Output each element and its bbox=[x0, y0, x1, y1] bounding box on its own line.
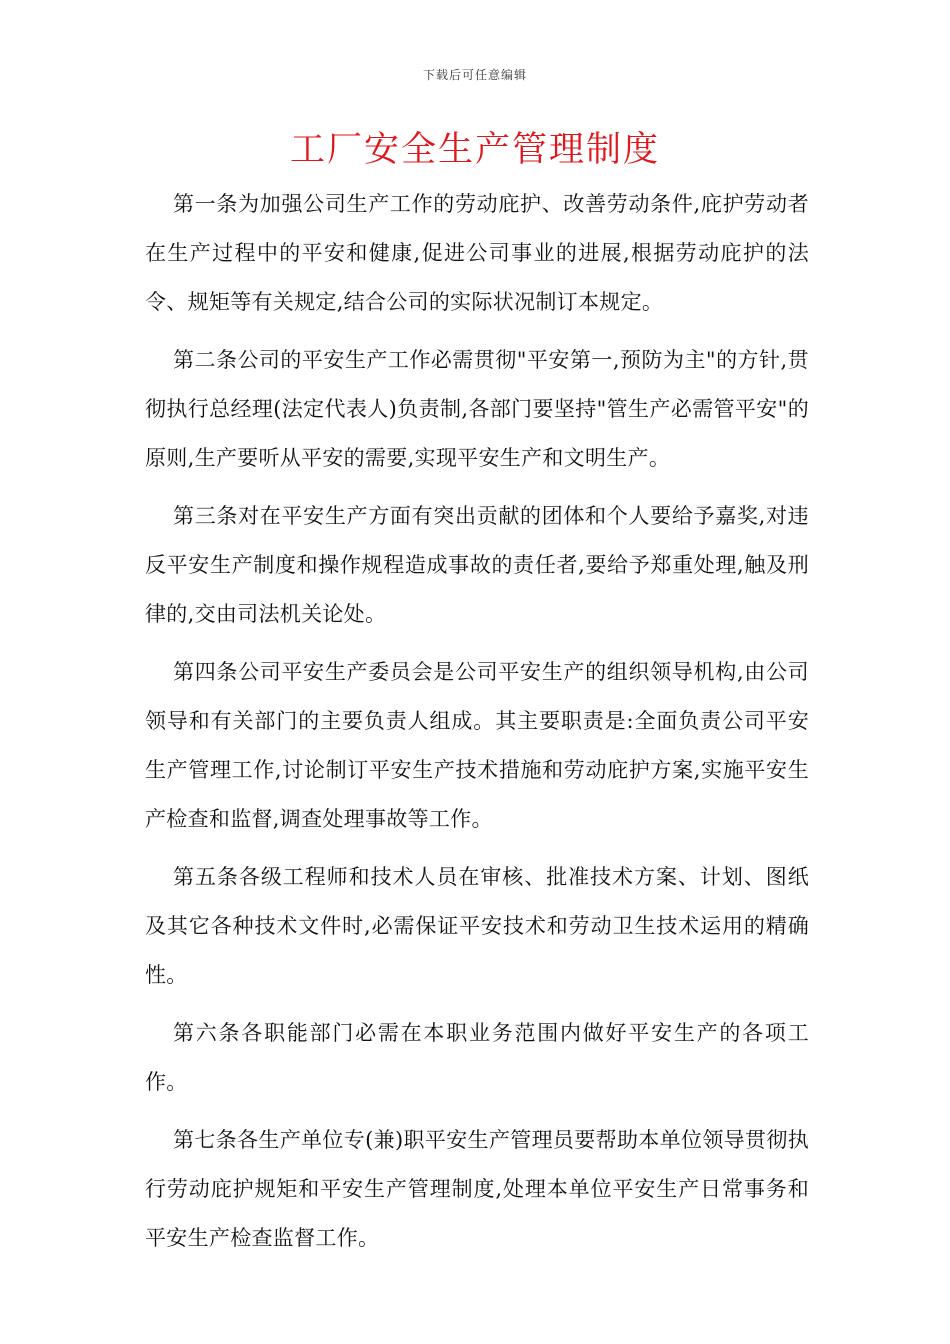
article-6: 第六条各职能部门必需在本职业务范围内做好平安生产的各项工作。 bbox=[145, 1021, 809, 1094]
header-note: 下载后可任意编辑 bbox=[422, 68, 527, 82]
article-5: 第五条各级工程师和技术人员在审核、批准技术方案、计划、图纸及其它各种技术文件时,必需保证平安技术和劳动卫生技术运用的精确性。 bbox=[145, 865, 809, 987]
document-title: 工厂安全生产管理制度 bbox=[289, 130, 660, 170]
document-body bbox=[145, 180, 809, 1272]
article-1: 第一条为加强公司生产工作的劳动庇护、改善劳动条件,庇护劳动者在生产过程中的平安和健康,促进公司事业的进展,根据劳动庇护的法令、规矩等有关规定,结合公司的实际状况制订本规定。 bbox=[145, 192, 809, 314]
article-3: 第三条对在平安生产方面有突出贡献的团体和个人要给予嘉奖,对违反平安生产制度和操作规程造成事故的责任者,要给予郑重处理,触及刑律的,交由司法机关论处。 bbox=[145, 504, 809, 626]
article-7: 第七条各生产单位专(兼)职平安生产管理员要帮助本单位领导贯彻执行劳动庇护规矩和平安生产管理制度,处理本单位平安生产日常事务和平安生产检查监督工作。 bbox=[145, 1128, 809, 1250]
article-2: 第二条公司的平安生产工作必需贯彻"平安第一,预防为主"的方针,贯彻执行总经理(法定代表人)负责制,各部门要坚持"管生产必需管平安"的原则,生产要听从平安的需要,实现平安生产和文明生产。 bbox=[145, 348, 809, 470]
article-4: 第四条公司平安生产委员会是公司平安生产的组织领导机构,由公司领导和有关部门的主要负责人组成。其主要职责是:全面负责公司平安生产管理工作,讨论制订平安生产技术措施和劳动庇护方案,实施平安生产检查和监督,调查处理事故等工作。 bbox=[145, 660, 809, 831]
